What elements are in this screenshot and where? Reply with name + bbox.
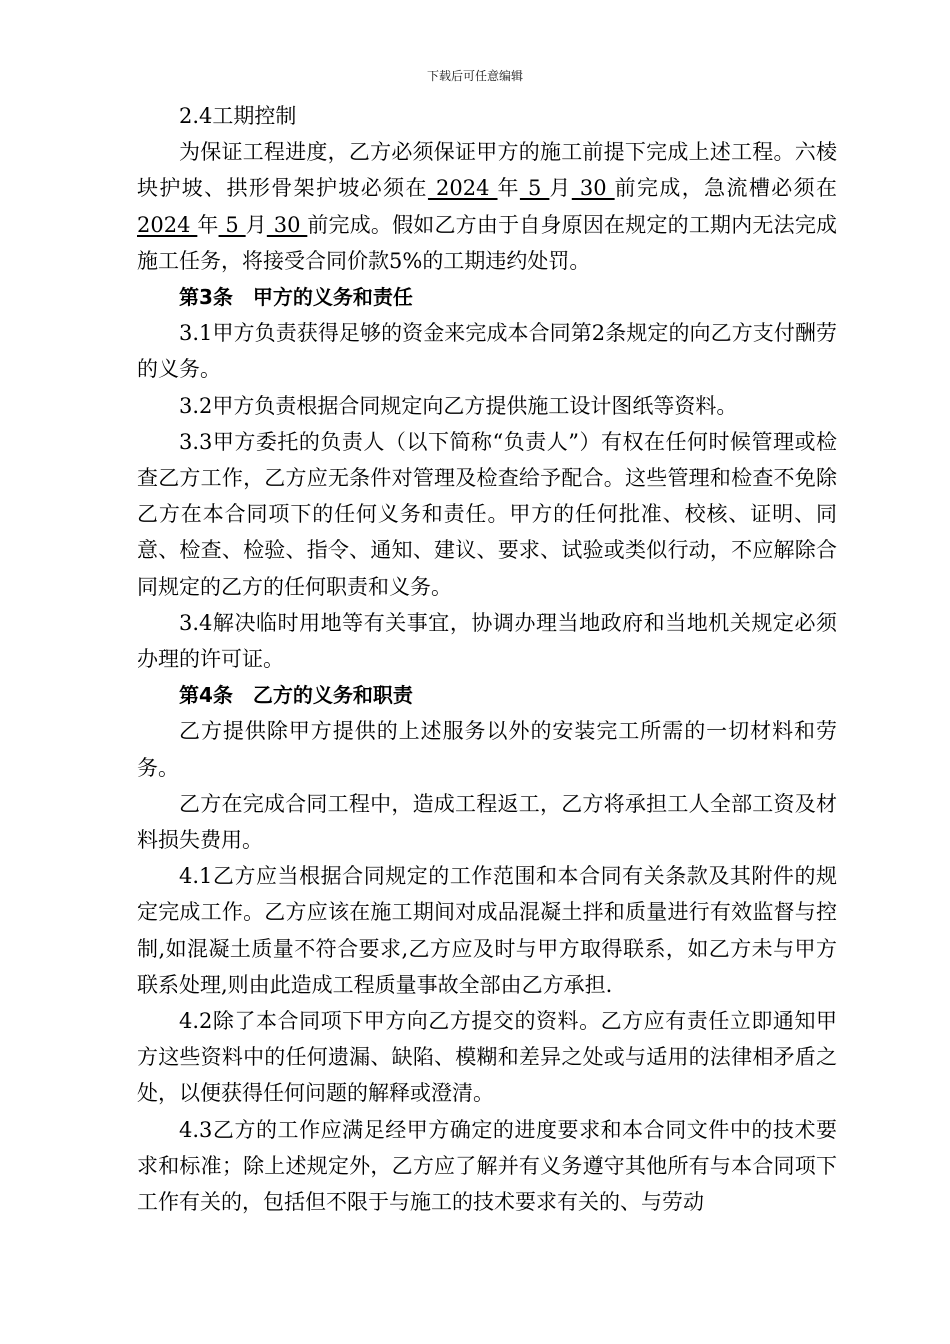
clause-3-3: 3.3甲方委托的负责人（以下简称“负责人”）有权在任何时候管理或检查乙方工作，乙方应无条件对管理及检查给予配合。这些管理和检查不免除乙方在本合同项下的任何义务和责任。甲方的任何批准、校核、证明、同意、检查、检验、指令、通知、建议、要求、试验或类似行动，不应解除合同规定的乙方的任何职责和义务。 xyxy=(137,429,837,599)
section-2-4-title: 2.4工期控制 xyxy=(179,104,297,128)
text-run: 年 xyxy=(197,212,219,237)
text-run: 月 xyxy=(549,176,572,201)
month-field: 5 xyxy=(519,176,550,201)
document-body xyxy=(137,98,837,1220)
section-2-4-paragraph xyxy=(137,134,837,279)
day-field: 30 xyxy=(266,212,308,237)
text-run: 为保证工程进度，乙方必须保证甲方的施工前提下完成上述工程。六棱块护坡、拱形骨架护坡必须在 xyxy=(137,140,837,201)
article-4-intro-1: 乙方提供除甲方提供的上述服务以外的安装完工所需的一切材料和劳务。 xyxy=(137,719,837,780)
article-title: 乙方的义务和职责 xyxy=(252,683,413,708)
article-number: 第4条 xyxy=(179,683,233,708)
article-4-intro-2: 乙方在完成合同工程中，造成工程返工，乙方将承担工人全部工资及材料损失费用。 xyxy=(137,791,837,853)
clause-3-1: 3.1甲方负责获得足够的资金来完成本合同第2条规定的向乙方支付酬劳的义务。 xyxy=(137,321,837,382)
article-title: 甲方的义务和责任 xyxy=(252,285,413,310)
text-run: 前完成，急流槽必须在 xyxy=(614,176,838,201)
article-number: 第3条 xyxy=(179,285,233,310)
text-run: 年 xyxy=(497,176,520,201)
clause-4-3: 4.3乙方的工作应满足经甲方确定的进度要求和本合同文件中的技术要求和标准；除上述规定外，乙方应了解并有义务遵守其他所有与本合同项下工作有关的，包括但不限于与施工的技术要求有关的、与劳动 xyxy=(137,1117,837,1215)
day-field: 30 xyxy=(571,176,615,201)
month-field: 5 xyxy=(218,212,246,237)
year-field: 2024 xyxy=(137,212,198,237)
year-field: 2024 xyxy=(427,176,498,201)
clause-3-4: 3.4解决临时用地等有关事宜，协调办理当地政府和当地机关规定必须办理的许可证。 xyxy=(137,610,837,672)
text-run: 前完成。假如乙方由于自身原因在规定的工期内无法完成施工任务，将接受合同价款5%的工期违约处罚。 xyxy=(137,212,838,273)
clause-3-2: 3.2甲方负责根据合同规定向乙方提供施工设计图纸等资料。 xyxy=(179,393,738,418)
article-4-heading xyxy=(137,677,837,713)
text-run: 月 xyxy=(245,212,267,237)
clause-4-1: 4.1乙方应当根据合同规定的工作范围和本合同有关条款及其附件的规定完成工作。乙方应该在施工期间对成品混凝土拌和质量进行有效监督与控制,如混凝土质量不符合要求,乙方应及时与甲方取得联系，如乙方未与甲方联系处理,则由此造成工程质量事故全部由乙方承担. xyxy=(137,864,837,997)
clause-4-2: 4.2除了本合同项下甲方向乙方提交的资料。乙方应有责任立即通知甲方这些资料中的任何遗漏、缺陷、模糊和差异之处或与适用的法律相矛盾之处，以便获得任何问题的解释或澄清。 xyxy=(137,1009,837,1106)
article-3-heading xyxy=(137,279,837,315)
page-header: 下载后可任意编辑 xyxy=(426,69,523,83)
